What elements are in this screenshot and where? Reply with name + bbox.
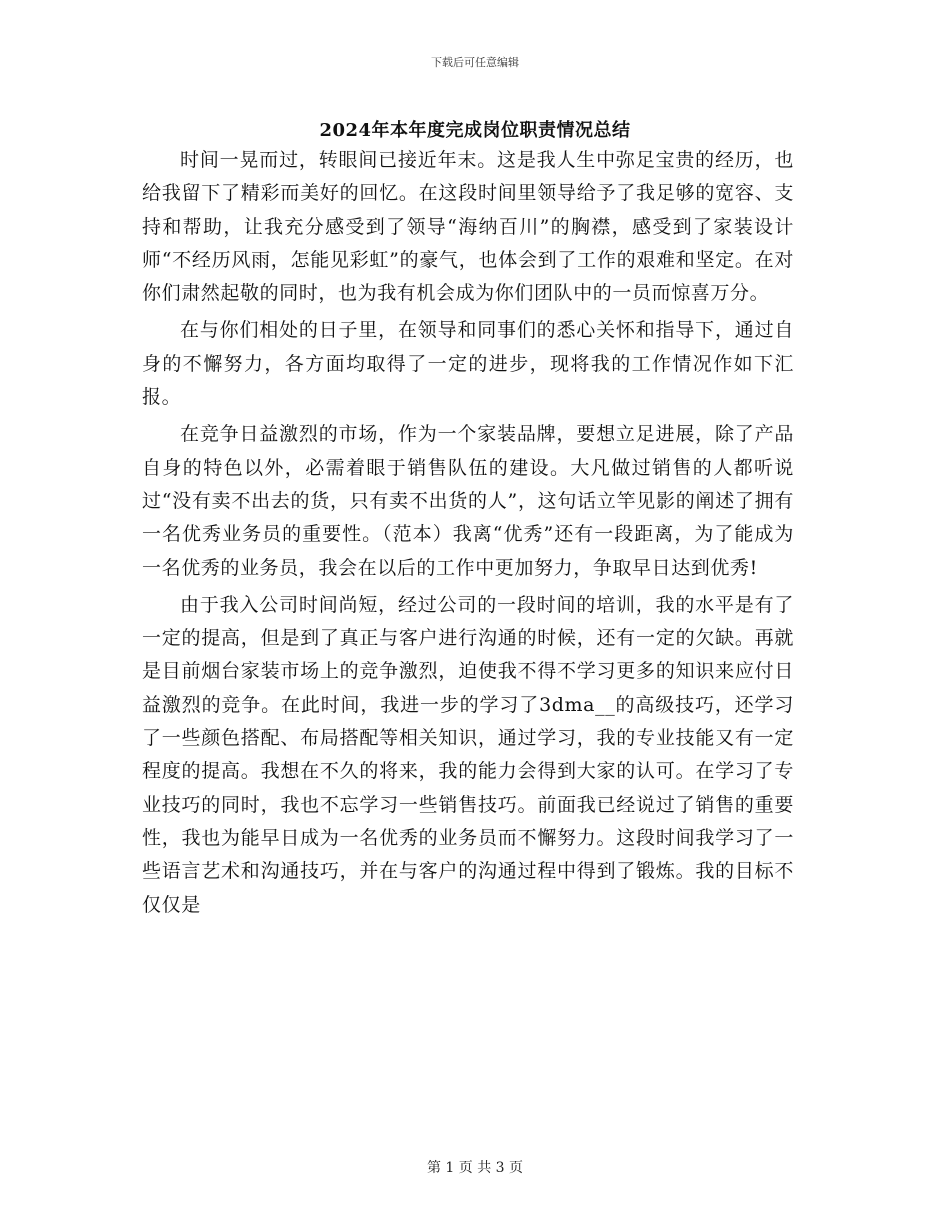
paragraph-2: 在与你们相处的日子里，在领导和同事们的悉心关怀和指导下，通过自身的不懈努力，各方面均取得了一定的进步，现将我的工作情况作如下汇报。: [142, 319, 794, 409]
paragraph-1: 时间一晃而过，转眼间已接近年末。这是我人生中弥足宝贵的经历，也给我留下了精彩而美好的回忆。在这段时间里领导给予了我足够的宽容、支持和帮助，让我充分感受到了领导“海纳百川”的胸襟，感受到了家装设计师“不经历风雨，怎能见彩虹”的豪气，也体会到了工作的艰难和坚定。在对你们肃然起敬的同时，也为我有机会成为你们团队中的一员而惊喜万分。: [142, 149, 794, 305]
paragraph-3: 在竞争日益激烈的市场，作为一个家装品牌，要想立足进展，除了产品自身的特色以外，必需着眼于销售队伍的建设。大凡做过销售的人都听说过“没有卖不出去的货，只有卖不出货的人”，这句话立竿见影的阐述了拥有一名优秀业务员的重要性。（范本）我离“优秀”还有一段距离，为了能成为一名优秀的业务员，我会在以后的工作中更加努力，争取早日达到优秀!: [142, 423, 794, 579]
page-number: 第 1 页 共 3 页: [426, 1160, 524, 1176]
document-body: [142, 144, 794, 926]
header-note: 下载后可任意编辑: [431, 56, 519, 69]
paragraph-4: 由于我入公司时间尚短，经过公司的一段时间的培训，我的水平是有了一定的提高，但是到了真正与客户进行沟通的时候，还有一定的欠缺。再就是目前烟台家装市场上的竞争激烈，迫使我不得不学习更多的知识来应付日益激烈的竞争。在此时间，我进一步的学习了3dma__的高级技巧，还学习了一些颜色搭配、布局搭配等相关知识，通过学习，我的专业技能又有一定程度的提高。我想在不久的将来，我的能力会得到大家的认可。在学习了专业技巧的同时，我也不忘学习一些销售技巧。前面我已经说过了销售的重要性，我也为能早日成为一名优秀的业务员而不懈努力。这段时间我学习了一些语言艺术和沟通技巧，并在与客户的沟通过程中得到了锻炼。我的目标不仅仅是: [142, 593, 794, 916]
document-title: 2024年本年度完成岗位职责情况总结: [319, 120, 631, 141]
